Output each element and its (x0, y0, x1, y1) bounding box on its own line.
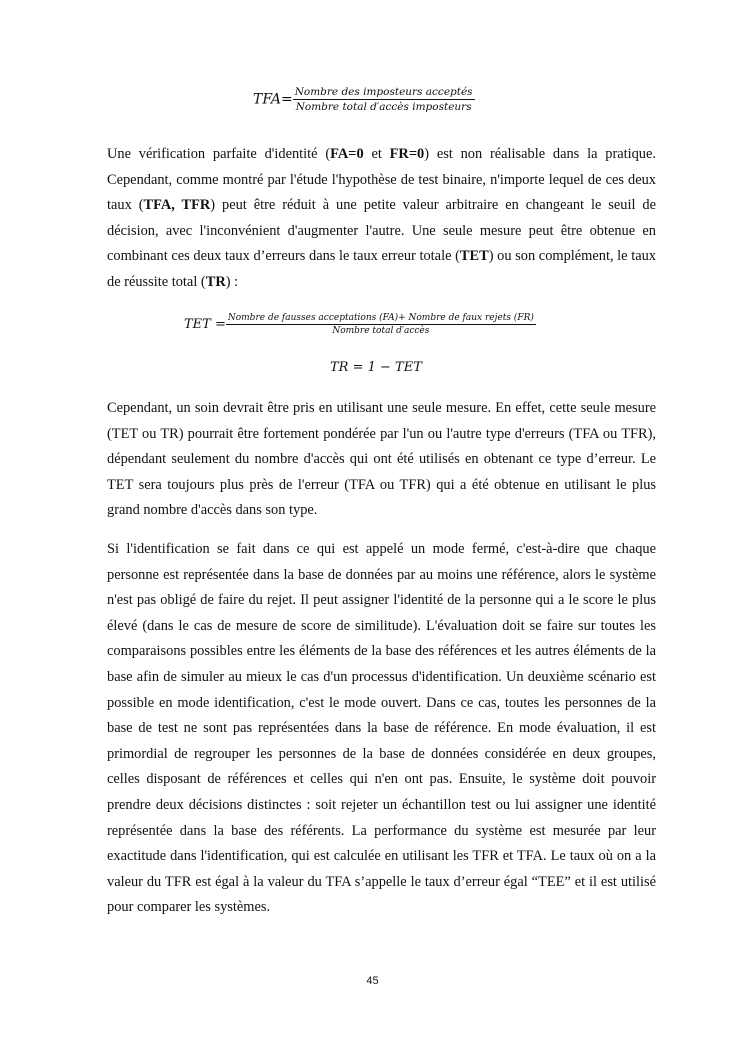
p1-bold-fa: FA=0 (330, 146, 364, 162)
formula-tfa-fraction (293, 86, 475, 113)
formula-tfa-denominator: Nombre total d′accès imposteurs (295, 101, 472, 113)
paragraph-single-measure: Cependant, un soin devrait être pris en utilisant une seule mesure. En effet, cette seule mesure (TET ou TR) pourrait être fortement pondérée par l'un ou l'autre type d'erreurs (TFA ou TFR), dépendant seulement du nombre d'accès qui ont été utilisés en obtenant ce type d’erreur. Le TET sera toujours plus près de l'erreur (TFA ou TFR) qui a été obtenue en utilisant le plus grand nombre d'accès dans son type. (107, 400, 656, 519)
p1-bold-fr: FR=0 (389, 146, 425, 162)
formula-tet-fraction (226, 313, 536, 336)
formula-tfa-lhs: TFA= (253, 91, 293, 108)
paragraph-identification-modes: Si l'identification se fait dans ce qui est appelé un mode fermé, c'est-à-dire que chaque personne est représentée dans la base de données par au moins une référence, alors le système n'est pas obligé de faire du rejet. Il peut assigner l'identité de la personne qui a le score le plus élevé (dans le cas de mesure de score de similitude). L'évaluation doit se faire sur toutes les comparaisons possibles entre les éléments de la base des références et les autres éléments de la base afin de simuler au mieux le cas d'un processus d'identification. Un deuxième scénario est possible en mode identification, c'est le mode ouvert. Dans ce cas, toutes les personnes de la base de test ne sont pas représentées dans la base de référence. En mode évaluation, il est primordial de regrouper les personnes de la base de données considérée en deux groupes, celles disposant de références et celles qui n'en ont pas. Ensuite, le système doit pouvoir prendre deux décisions distinctes : soit rejeter un échantillon test ou lui assigner une identité représentée dans la base des référents. La performance du système est mesurée par leur exactitude dans l'identification, qui est calculée en utilisant les TFR et TFA. Le taux où on a la valeur du TFR est égal à la valeur du TFA s’appelle le taux d’erreur égal “TEE” et il est utilisé pour comparer les systèmes. (107, 541, 656, 916)
formula-tr: TR = 1 − TET (330, 360, 422, 375)
formula-tet-denominator: Nombre total d′accès (332, 326, 430, 336)
page-number: 45 (366, 975, 379, 987)
formula-tet-numerator: Nombre de fausses acceptations (FA)+ Nombre de faux rejets (FR) (227, 313, 534, 323)
p1-text-4: ) peut être réduit à une petite valeur arbitraire en changeant le seuil de décision, avec l'inconvénient d'augmenter l'autre. Une seule mesure peut être obtenue en combinant ces deux taux d’erreurs dans le taux erreur totale ( (107, 197, 656, 265)
p1-text-6: ) : (225, 273, 239, 290)
formula-tet-lhs: TET = (184, 317, 226, 332)
formula-tfa-numerator: Nombre des imposteurs acceptés (294, 86, 473, 98)
formula-tfa (253, 86, 475, 113)
paragraph-error-rates (107, 142, 656, 296)
p1-text-2: et (363, 146, 390, 162)
p1-text-1: Une vérification parfaite d'identité ( (107, 146, 331, 162)
p1-bold-tfa-tfr: TFA, TFR (143, 197, 211, 214)
formula-tet (184, 313, 536, 336)
p1-text-5: ) ou son complément, le taux de réussite total ( (107, 248, 656, 290)
p1-bold-tet: TET (459, 248, 489, 265)
p1-text-3: ) est non réalisable dans la pratique. Cependant, comme montré par l'étude l'hypothèse de test binaire, n'importe lequel de ces deux taux ( (107, 146, 656, 214)
p1-bold-tr: TR (205, 273, 226, 290)
